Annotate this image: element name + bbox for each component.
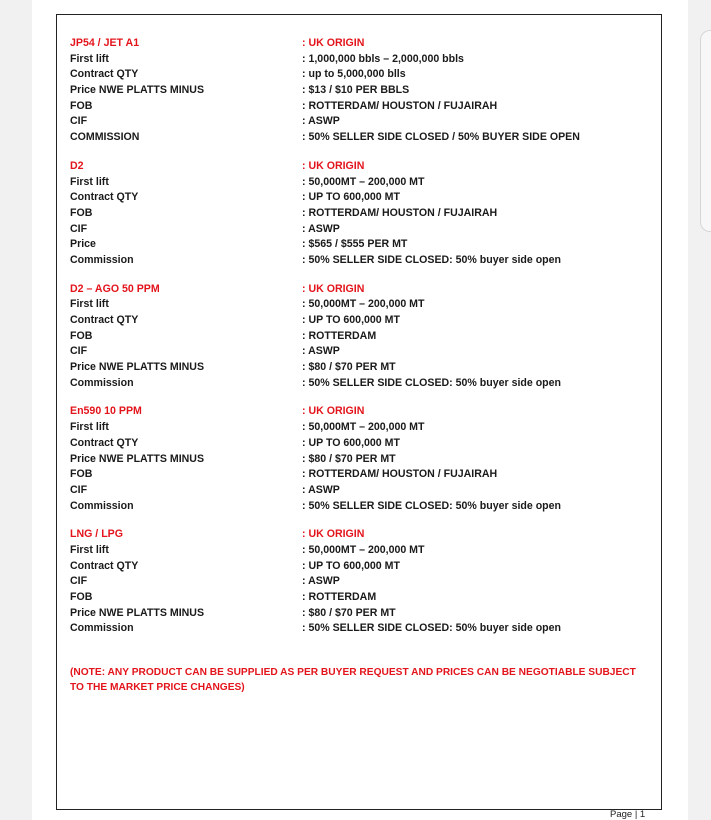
product-heading-row bbox=[70, 36, 650, 52]
spec-label: Price NWE PLATTS MINUS bbox=[70, 84, 205, 97]
spec-value: : ROTTERDAM/ HOUSTON / FUJAIRAH bbox=[302, 468, 498, 481]
spec-label: First lift bbox=[70, 175, 109, 188]
spec-label: Commission bbox=[70, 622, 134, 635]
spec-row bbox=[70, 559, 650, 575]
product-name: LNG / LPG bbox=[70, 528, 123, 541]
spec-label: Commission bbox=[70, 499, 134, 512]
origin-value: : UK ORIGIN bbox=[302, 159, 365, 172]
spec-value: : $80 / $70 PER MT bbox=[302, 361, 396, 374]
spec-value: : ASWP bbox=[302, 115, 340, 128]
spec-value: : UP TO 600,000 MT bbox=[302, 559, 400, 572]
spec-value: : ASWP bbox=[302, 575, 340, 588]
spec-label: COMMISSION bbox=[70, 131, 140, 144]
spec-row bbox=[70, 175, 650, 191]
spec-label: Contract QTY bbox=[70, 436, 139, 449]
spec-label: FOB bbox=[70, 591, 93, 603]
spec-value: : 50% SELLER SIDE CLOSED: 50% buyer side open bbox=[302, 622, 562, 635]
product-heading-row bbox=[70, 404, 650, 420]
spec-row bbox=[70, 621, 650, 637]
spec-row bbox=[70, 237, 650, 253]
spec-row bbox=[70, 222, 650, 238]
origin-value: : UK ORIGIN bbox=[302, 282, 365, 295]
scroll-edge-panel[interactable] bbox=[700, 30, 711, 232]
spec-row bbox=[70, 574, 650, 590]
spec-value: : ASWP bbox=[302, 345, 340, 358]
spec-label: CIF bbox=[70, 575, 88, 588]
product-section bbox=[70, 404, 650, 514]
spec-value: : ROTTERDAM/ HOUSTON / FUJAIRAH bbox=[302, 206, 498, 219]
spec-row bbox=[70, 483, 650, 499]
spec-label: Price NWE PLATTS MINUS bbox=[70, 361, 205, 374]
spec-label: FOB bbox=[70, 206, 93, 219]
spec-label: CIF bbox=[70, 115, 88, 128]
spec-label: FOB bbox=[70, 329, 93, 342]
spec-row bbox=[70, 499, 650, 515]
spec-label: Commission bbox=[70, 376, 134, 389]
spec-value: : $565 / $555 PER MT bbox=[302, 238, 408, 251]
spec-row bbox=[70, 313, 650, 329]
spec-value: : 1,000,000 bbls – 2,000,000 bbls bbox=[302, 52, 464, 65]
spec-value: : up to 5,000,000 blls bbox=[302, 68, 406, 81]
spec-value: : UP TO 600,000 MT bbox=[302, 191, 400, 204]
note-text: (NOTE: ANY PRODUCT CAN BE SUPPLIED AS PER BUYER REQUEST AND PRICES CAN BE NEGOTIABLE SUBJECT TO THE MARKET PRICE CHANGES) bbox=[70, 667, 636, 693]
spec-label: Price NWE PLATTS MINUS bbox=[70, 452, 205, 465]
spec-label: First lift bbox=[70, 421, 109, 434]
spec-label: Contract QTY bbox=[70, 314, 139, 326]
page-number: Page | 1 bbox=[610, 809, 646, 820]
spec-label: First lift bbox=[70, 543, 109, 556]
spec-row bbox=[70, 99, 650, 115]
spec-value: : ROTTERDAM/ HOUSTON / FUJAIRAH bbox=[302, 99, 498, 112]
spec-row bbox=[70, 436, 650, 452]
spec-row bbox=[70, 452, 650, 468]
spec-row bbox=[70, 543, 650, 559]
product-heading-row bbox=[70, 159, 650, 175]
product-section bbox=[70, 282, 650, 392]
spec-label: First lift bbox=[70, 52, 109, 65]
spec-value: : 50% SELLER SIDE CLOSED: 50% buyer side open bbox=[302, 499, 562, 512]
spec-row bbox=[70, 190, 650, 206]
spec-value: : 50% SELLER SIDE CLOSED: 50% buyer side open bbox=[302, 376, 562, 389]
spec-value: : 50% SELLER SIDE CLOSED: 50% buyer side open bbox=[302, 253, 562, 266]
spec-row bbox=[70, 329, 650, 345]
spec-label: Price NWE PLATTS MINUS bbox=[70, 606, 205, 619]
spec-row bbox=[70, 114, 650, 130]
product-name: D2 bbox=[70, 159, 84, 172]
spec-row bbox=[70, 590, 650, 606]
product-offer-list bbox=[70, 36, 650, 650]
spec-label: Commission bbox=[70, 253, 134, 266]
spec-value: : $80 / $70 PER MT bbox=[302, 452, 396, 465]
spec-row bbox=[70, 67, 650, 83]
spec-label: Contract QTY bbox=[70, 559, 139, 572]
spec-value: : ROTTERDAM bbox=[302, 591, 377, 603]
spec-row bbox=[70, 130, 650, 146]
product-section bbox=[70, 159, 650, 269]
spec-value: : ASWP bbox=[302, 483, 340, 496]
spec-value: : 50,000MT – 200,000 MT bbox=[302, 543, 425, 556]
spec-row bbox=[70, 297, 650, 313]
spec-label: Contract QTY bbox=[70, 191, 139, 204]
spec-label: Price bbox=[70, 238, 96, 251]
product-name: JP54 / JET A1 bbox=[70, 37, 140, 49]
spec-row bbox=[70, 606, 650, 622]
spec-value: : UP TO 600,000 MT bbox=[302, 314, 400, 326]
spec-row bbox=[70, 376, 650, 392]
spec-row bbox=[70, 360, 650, 376]
origin-value: : UK ORIGIN bbox=[302, 405, 365, 418]
spec-value: : ROTTERDAM bbox=[302, 329, 377, 342]
product-section bbox=[70, 527, 650, 637]
product-name: En590 10 PPM bbox=[70, 405, 142, 418]
spec-label: CIF bbox=[70, 345, 88, 358]
spec-row bbox=[70, 253, 650, 269]
spec-row bbox=[70, 344, 650, 360]
spec-label: Contract QTY bbox=[70, 68, 139, 81]
spec-value: : 50,000MT – 200,000 MT bbox=[302, 298, 425, 311]
product-heading-row bbox=[70, 282, 650, 298]
origin-value: : UK ORIGIN bbox=[302, 528, 365, 541]
product-section bbox=[70, 36, 650, 146]
spec-label: CIF bbox=[70, 222, 88, 235]
product-name: D2 – AGO 50 PPM bbox=[70, 282, 160, 295]
spec-row bbox=[70, 52, 650, 68]
spec-value: : 50,000MT – 200,000 MT bbox=[302, 421, 425, 434]
spec-row bbox=[70, 467, 650, 483]
spec-label: CIF bbox=[70, 483, 88, 496]
spec-row bbox=[70, 206, 650, 222]
spec-value: : ASWP bbox=[302, 222, 340, 235]
spec-value: : UP TO 600,000 MT bbox=[302, 436, 400, 449]
origin-value: : UK ORIGIN bbox=[302, 37, 365, 49]
spec-label: FOB bbox=[70, 468, 93, 481]
product-heading-row bbox=[70, 527, 650, 543]
spec-value: : $80 / $70 PER MT bbox=[302, 606, 396, 619]
spec-value: : 50,000MT – 200,000 MT bbox=[302, 175, 425, 188]
spec-value: : 50% SELLER SIDE CLOSED / 50% BUYER SIDE OPEN bbox=[302, 131, 580, 144]
spec-label: First lift bbox=[70, 298, 109, 311]
spec-row bbox=[70, 420, 650, 436]
spec-label: FOB bbox=[70, 99, 93, 112]
spec-value: : $13 / $10 PER BBLS bbox=[302, 84, 410, 97]
spec-row bbox=[70, 83, 650, 99]
